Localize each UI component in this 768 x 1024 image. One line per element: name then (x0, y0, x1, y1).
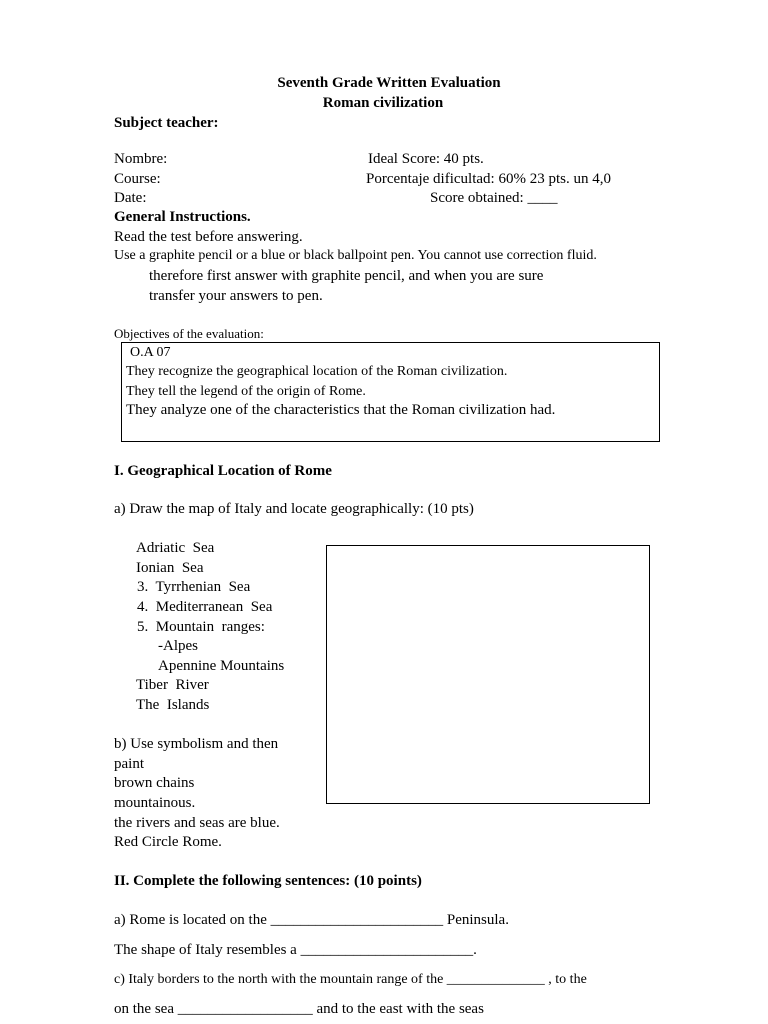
list-item: 3. Tyrrhenian Sea (137, 579, 251, 595)
question-b-line: b) Use symbolism and then (114, 736, 279, 752)
list-item: Adriatic Sea (136, 540, 215, 556)
objective-item: They analyze one of the characteristics that the Roman civilization had. (126, 402, 556, 418)
objective-item: They recognize the geographical location of the Roman civilization. (126, 364, 508, 379)
list-item: Apennine Mountains (158, 658, 285, 674)
name-label: Nombre: (114, 151, 168, 167)
instruction-line: transfer your answers to pen. (149, 288, 323, 304)
score-obtained: Score obtained: ____ (430, 190, 558, 206)
sentence-item: on the sea __________________ and to the east with the seas (114, 1001, 484, 1017)
question-b-line: the rivers and seas are blue. (114, 815, 280, 831)
ideal-score: Ideal Score: 40 pts. (368, 151, 484, 167)
objective-item: They tell the legend of the origin of Rome. (126, 384, 366, 399)
map-drawing-box[interactable] (326, 545, 650, 804)
instruction-line: Use a graphite pencil or a blue or black ballpoint pen. You cannot use correction fluid. (114, 248, 597, 263)
question-b-line: brown chains (114, 775, 195, 791)
sentence-item: The shape of Italy resembles a _______________________. (114, 942, 477, 958)
list-item: 5. Mountain ranges: (137, 619, 265, 635)
page-subtitle: Roman civilization (322, 95, 444, 111)
instructions-heading: General Instructions. (114, 209, 251, 225)
list-item: The Islands (136, 697, 210, 713)
list-item: -Alpes (158, 638, 198, 654)
sentence-item: c) Italy borders to the north with the mountain range of the ______________ , to the (114, 972, 587, 987)
list-item: Ionian Sea (136, 560, 204, 576)
question-b-line: Red Circle Rome. (114, 834, 222, 850)
subject-teacher-label: Subject teacher: (114, 115, 219, 131)
question-b-line: mountainous. (114, 795, 196, 811)
question-a: a) Draw the map of Italy and locate geographically: (10 pts) (114, 501, 474, 517)
objectives-label: Objectives of the evaluation: (114, 326, 264, 341)
instruction-line: Read the test before answering. (114, 229, 303, 245)
date-label: Date: (114, 190, 147, 206)
course-label: Course: (114, 171, 161, 187)
list-item: 4. Mediterranean Sea (137, 599, 273, 615)
question-b-line: paint (114, 756, 144, 772)
list-item: Tiber River (136, 677, 209, 693)
sentence-item: a) Rome is located on the _______________________ Peninsula. (114, 912, 509, 928)
difficulty-percentage: Porcentaje dificultad: 60% 23 pts. un 4,0 (366, 171, 611, 187)
section-heading: II. Complete the following sentences: (10 points) (114, 873, 422, 889)
section-heading: I. Geographical Location of Rome (114, 463, 332, 479)
instruction-line: therefore first answer with graphite pencil, and when you are sure (149, 268, 544, 284)
objective-code: O.A 07 (130, 345, 171, 360)
page-title: Seventh Grade Written Evaluation (277, 75, 501, 91)
